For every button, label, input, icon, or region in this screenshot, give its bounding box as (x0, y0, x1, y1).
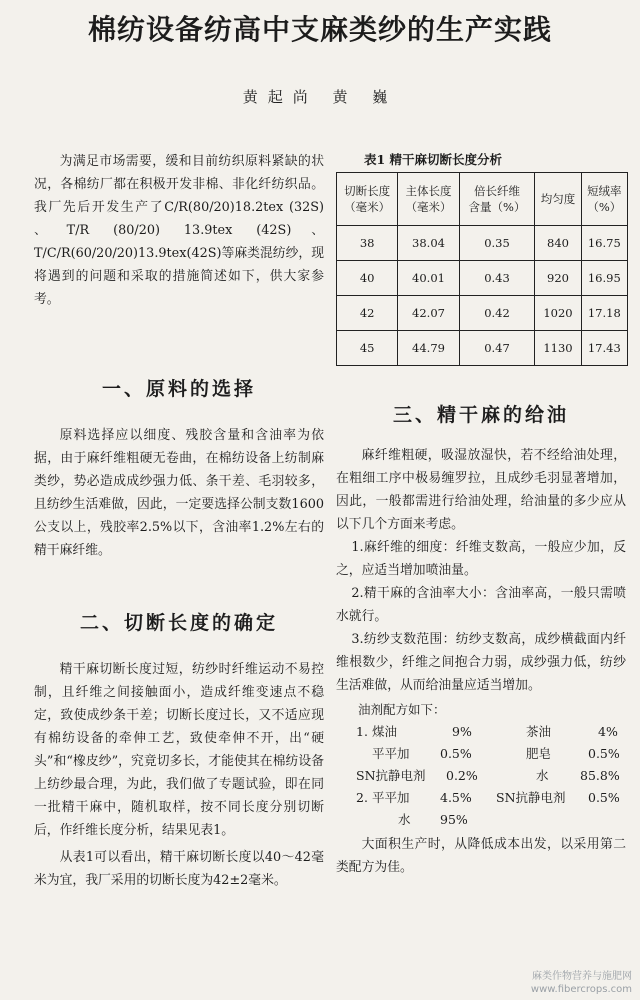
table-cell: 0.42 (459, 296, 535, 331)
table-cell: 1130 (535, 331, 581, 366)
table-row (337, 296, 628, 331)
table-caption: 表1 精干麻切断长度分析 (364, 152, 503, 167)
oil-formula-block (336, 699, 626, 831)
intro-paragraph: 为满足市场需要，缓和目前纺织原料紧缺的状况，各棉纺厂都在积极开发非棉、非化纤纺织品。我厂先后开发生产了C/R(80/20)18.2tex (32S) 、T/R (80/20) 13.9tex (42S)、T/C/R(60/20/20)13.9tex(42S)等麻类混纺纱，现将遇到的问题和采取的措施简述如下，供大家参考。 (34, 154, 324, 307)
header-main-length: 主体长度 （毫米） (398, 173, 459, 226)
section1-paragraph: 原料选择应以细度、残胶含量和含油率为依据，由于麻纤维粗硬无卷曲，在棉纺设备上纺制麻类纱，势必造成成纱强力低、条干差、毛羽较多，且纺纱生活难做，因此，一定要选择公制支数1600公支以上，残胶率2.5%以下，含油率1.2%左右的精干麻纤维。 (34, 428, 324, 558)
table-cell: 0.35 (459, 226, 535, 261)
length-analysis-table (336, 172, 628, 366)
table-cell: 16.95 (581, 261, 627, 296)
section3-item-2: 2.精干麻的含油率大小：含油率高，一般只需喷水就行。 (336, 586, 626, 624)
formula2-row2: 水 95% (398, 812, 468, 827)
section2-paragraph-2: 从表1可以看出，精干麻切断长度以40～42毫米为宜，我厂采用的切断长度为42±2毫米。 (34, 850, 324, 888)
table-cell: 840 (535, 226, 581, 261)
table-cell: 38.04 (398, 226, 459, 261)
table-row (337, 226, 628, 261)
section2-heading: 二、切断长度的确定 (79, 612, 278, 634)
table-cell: 17.43 (581, 331, 627, 366)
table-header-row (337, 173, 628, 226)
table-cell: 40.01 (398, 261, 459, 296)
table-cell: 44.79 (398, 331, 459, 366)
table-cell: 0.43 (459, 261, 535, 296)
table-row (337, 261, 628, 296)
formula1-row3: SN抗静电剂 0.2% 水 85.8% (356, 768, 620, 783)
table-cell: 45 (337, 331, 398, 366)
header-short-fiber: 短绒率 （%） (581, 173, 627, 226)
section3-item-3: 3.纺纱支数范围：纺纱支数高，成纱横截面内纤维根数少，纤维之间抱合力弱，成纱强力低，纺纱生活难做，从而给油量应适当增加。 (336, 632, 626, 693)
right-column (336, 150, 626, 879)
table-cell: 1020 (535, 296, 581, 331)
article-title: 棉纺设备纺高中支麻类纱的生产实践 (87, 13, 552, 46)
table-cell: 17.18 (581, 296, 627, 331)
table-cell: 42 (337, 296, 398, 331)
section3-closing: 大面积生产时，从降低成本出发，以采用第二类配方为佳。 (336, 837, 626, 875)
site-watermark: 麻类作物营养与施肥网 www.fibercrops.com (530, 971, 632, 995)
table-cell: 920 (535, 261, 581, 296)
article-authors: 黄起尚 黄 巍 (242, 88, 398, 106)
table-cell: 0.47 (459, 331, 535, 366)
table-row (337, 331, 628, 366)
section3-paragraph: 麻纤维粗硬，吸湿放湿快，若不经给油处理，在粗细工序中极易缠罗拉，且成纱毛羽显著增加，因此，一般都需进行给油处理，给油量的多少应从以下几个方面来考虑。 (336, 448, 626, 532)
section3-item-1: 1.麻纤维的细度：纤维支数高，一般应少加，反之，应适当增加喷油量。 (336, 540, 626, 578)
header-double-length: 倍长纤维 含量（%） (459, 173, 535, 226)
section3-heading: 三、精干麻的给油 (392, 404, 569, 426)
table-cell: 42.07 (398, 296, 459, 331)
header-uniformity: 均匀度 (535, 173, 581, 226)
header-cut-length: 切断长度 （毫米） (337, 173, 398, 226)
formula1-row1: 1. 煤油 9% 茶油 4% (336, 721, 626, 743)
formula2-label: 2. (356, 790, 368, 805)
section1-heading: 一、原料的选择 (101, 378, 256, 400)
table-cell: 40 (337, 261, 398, 296)
section2-paragraph-1: 精干麻切断长度过短，纺纱时纤维运动不易控制，且纤维之间接触面小，造成纤维变速点不稳定，致使成纱条干差；切断长度过长，又不适应现有棉纺设备的牵伸工艺，致使牵伸不开，出“硬头”和“橡皮纱”，究竟切多长，才能使其在棉纺设备上纺纱最合理，为此，我们做了专题试验，即在同一批精干麻中，随机取样，按不同长度分别切断后，作纤维长度分析，结果见表1。 (34, 662, 324, 838)
left-column (34, 150, 324, 892)
table-cell: 16.75 (581, 226, 627, 261)
formula1-label: 1. (356, 724, 368, 739)
formula1-row2: 平平加 0.5% 肥皂 0.5% (372, 746, 620, 761)
formula-title: 油剂配方如下： (358, 702, 446, 717)
table-cell: 38 (337, 226, 398, 261)
formula2-row1: 2. 平平加 4.5% SN抗静电剂 0.5% (336, 787, 626, 809)
